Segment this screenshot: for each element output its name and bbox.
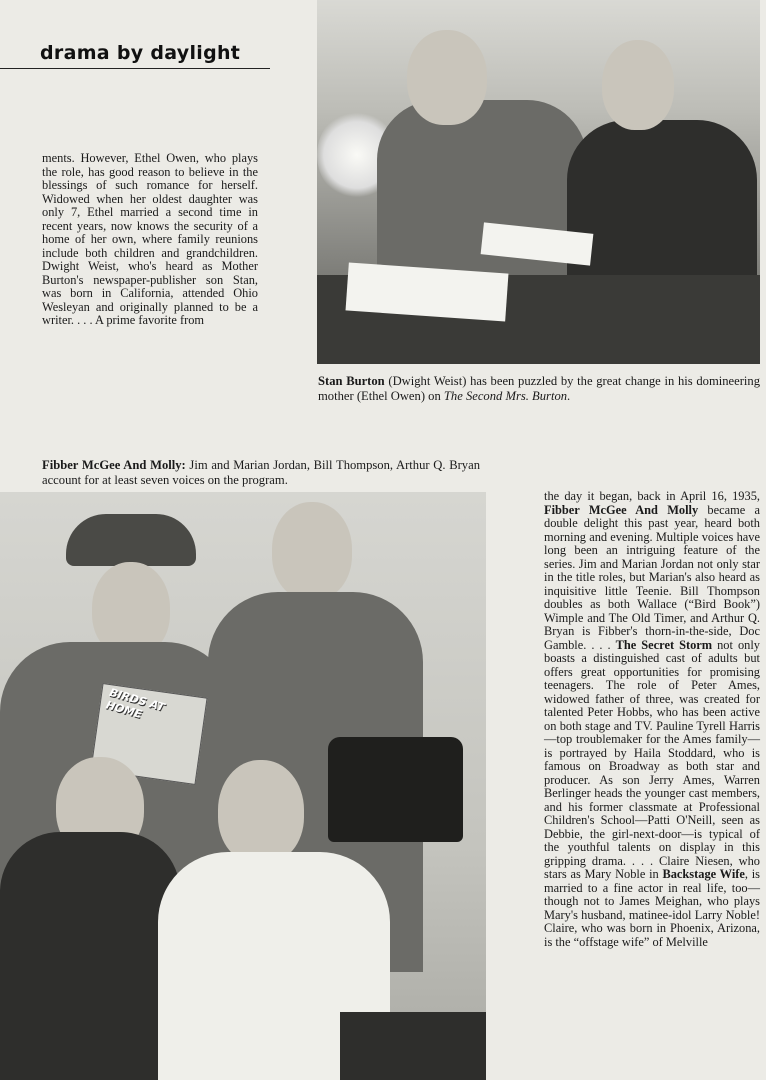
right-text-1: the day it began, back in April 16, 1935,	[544, 489, 760, 503]
right-bold-backstage-wife: Backstage Wife	[662, 867, 745, 881]
photo-second-mrs-burton	[317, 0, 760, 364]
caption-mid-text: Jim and Marian Jordan, Bill Thompson, Arthur Q. Bryan account for at least seven voices on the program.	[42, 458, 480, 487]
woman-face-shape	[602, 40, 674, 130]
man-face-shape	[407, 30, 487, 125]
body-column-right	[544, 490, 760, 949]
book-title: BIRDS AT HOME	[104, 685, 167, 722]
caption-top-lead: Stan Burton	[318, 374, 385, 388]
bag-shape	[328, 737, 463, 842]
man-right-face-shape	[272, 502, 352, 600]
right-bold-secret-storm: The Secret Storm	[615, 637, 713, 652]
right-text-3: not only boasts a distinguished cast of adults but offers great opportunities for promising teenagers. The role of Peter Ames, widowed father of three, was created for talented Peter Hobbs, who has been active on both stage and TV. Pauline Tyrell Harris—top troublemaker for the Ames family—is portrayed by Haila Stoddard, who is famous on Broadway as both star and producer. As son Jerry Ames, Warren Berlinger heads the younger cast members, and his former classmate at Professional Children's School—Patti O'Neill, seen as Debbie, the girl-next-door—is typical of the youthful talents on display in this gripping drama. . . . Claire Niesen, who stars as Mary Noble in	[544, 637, 760, 881]
caption-top-photo	[318, 374, 760, 404]
photo-fibber-mcgee-cast	[0, 492, 486, 1080]
caption-bottom-photo	[42, 458, 480, 488]
caption-top-text: (Dwight Weist) has been puzzled by the great change in his domineering mother (Ethel Owen) on	[318, 374, 760, 403]
chair-shape	[340, 1012, 486, 1080]
right-text-4: , is married to a fine actor in real life, too—though not to James Meighan, who plays Mary's husband, matinee-idol Larry Noble! Claire, who was born in Phoenix, Arizona, is the “offstage wife” of Melville	[544, 867, 760, 949]
caption-mid-lead: Fibber McGee And Molly:	[42, 458, 186, 472]
section-title: drama by daylight	[40, 42, 241, 64]
man-front-suit-shape	[0, 832, 180, 1080]
caption-top-end: .	[567, 389, 571, 403]
title-rule	[0, 68, 270, 69]
woman-face-shape	[218, 760, 304, 864]
right-text-2: became a double delight this past year, heard both morning and evening. Multiple voices have long been an intriguing feature of the series. Jim and Marian Jordan not only star in the title roles, but Marian's also heard as inquisitive little Teenie. Bill Thompson doubles as both Wallace (“Bird Book”) Wimple and The Old Timer, and Arthur Q. Bryan is Fibber's thorn-in-the-side, Doc Gamble. . . .	[544, 502, 760, 652]
body-column-top-left: ments. However, Ethel Owen, who plays the role, has good reason to believe in the blessings of such romance for herself. Widowed when her oldest daughter was only 7, Ethel married a second time in recent years, now knows the security of a home of her own, where family reunions include both children and grandchildren. Dwight Weist, who's heard as Mother Burton's newspaper-publisher son Stan, was born in California, attended Ohio Wesleyan and originally planned to be a writer. . . . A prime favorite from	[42, 151, 258, 327]
caption-top-show: The Second Mrs. Burton	[443, 389, 568, 403]
hat-shape	[66, 514, 196, 566]
right-bold-fibber: Fibber McGee And Molly	[544, 502, 699, 517]
